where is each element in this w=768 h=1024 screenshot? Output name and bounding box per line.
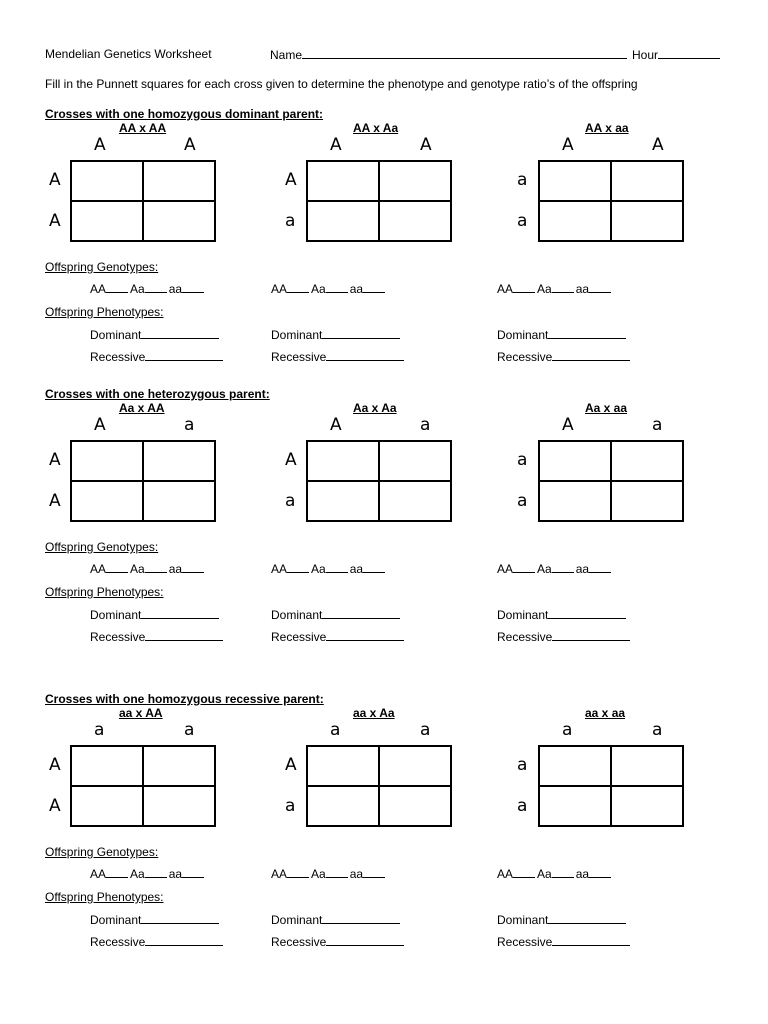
dominant-blank[interactable] <box>322 328 400 339</box>
genotype-Aa-label: Aa <box>130 867 145 881</box>
genotype-blanks <box>90 867 206 881</box>
recessive-blank[interactable] <box>552 630 630 641</box>
genotype-aa-label: aa <box>575 282 590 296</box>
punnett-cell[interactable] <box>307 201 379 241</box>
allele-side: a <box>517 491 528 511</box>
punnett-cell[interactable] <box>307 161 379 201</box>
allele-side: a <box>517 755 528 775</box>
genotype-aa-blank[interactable] <box>363 867 385 878</box>
recessive-blank[interactable] <box>552 350 630 361</box>
allele-top: A <box>94 135 106 155</box>
allele-side: a <box>285 211 296 231</box>
genotype-AA-blank[interactable] <box>513 282 535 293</box>
allele-side: A <box>49 450 61 470</box>
allele-top: a <box>562 720 573 740</box>
recessive-label: Recessive <box>90 630 146 644</box>
dominant-blank[interactable] <box>141 608 219 619</box>
punnett-square <box>538 440 684 522</box>
recessive-blank[interactable] <box>552 935 630 946</box>
punnett-cell[interactable] <box>143 786 215 826</box>
genotype-AA-label: AA <box>90 867 107 881</box>
genotype-Aa-label: Aa <box>311 562 326 576</box>
genotype-aa-label: aa <box>168 282 183 296</box>
genotype-aa-blank[interactable] <box>589 282 611 293</box>
genotype-Aa-label: Aa <box>311 867 326 881</box>
recessive-label: Recessive <box>90 350 146 364</box>
cross-label: aa x aa <box>585 706 626 720</box>
allele-top: A <box>420 135 432 155</box>
dominant-label: Dominant <box>497 328 549 342</box>
genotype-blanks <box>497 562 613 576</box>
recessive-row <box>497 350 630 364</box>
genotype-aa-label: aa <box>349 867 364 881</box>
genotype-aa-blank[interactable] <box>589 562 611 573</box>
genotype-AA-label: AA <box>271 562 288 576</box>
allele-side: A <box>49 491 61 511</box>
section-title: Crosses with one heterozygous parent: <box>45 387 270 401</box>
recessive-row <box>497 630 630 644</box>
punnett-cell[interactable] <box>307 481 379 521</box>
genotype-AA-label: AA <box>90 562 107 576</box>
punnett-cell[interactable] <box>71 201 143 241</box>
dominant-label: Dominant <box>271 328 323 342</box>
punnett-cell[interactable] <box>307 746 379 786</box>
hour-line[interactable] <box>658 47 720 59</box>
genotype-Aa-blank[interactable] <box>552 282 574 293</box>
allele-side: A <box>49 755 61 775</box>
name-label: Name <box>270 48 303 62</box>
dominant-row <box>90 328 219 342</box>
punnett-cell[interactable] <box>71 786 143 826</box>
punnett-square <box>538 160 684 242</box>
genotype-aa-blank[interactable] <box>589 867 611 878</box>
genotype-aa-blank[interactable] <box>182 282 204 293</box>
offspring-phenotypes-label: Offspring Phenotypes: <box>45 890 164 904</box>
genotype-aa-label: aa <box>349 562 364 576</box>
recessive-label: Recessive <box>271 935 327 949</box>
genotype-blanks <box>271 867 387 881</box>
punnett-cell[interactable] <box>143 161 215 201</box>
genotype-AA-blank[interactable] <box>513 867 535 878</box>
allele-top: A <box>330 415 342 435</box>
recessive-blank[interactable] <box>326 935 404 946</box>
allele-side: A <box>285 450 297 470</box>
dominant-row <box>497 608 626 622</box>
genotype-blanks <box>90 282 206 296</box>
genotype-aa-label: aa <box>349 282 364 296</box>
allele-side: a <box>517 450 528 470</box>
genotype-aa-blank[interactable] <box>182 562 204 573</box>
genotype-AA-label: AA <box>497 562 514 576</box>
punnett-square <box>306 440 452 522</box>
recessive-label: Recessive <box>497 630 553 644</box>
allele-top: A <box>652 135 664 155</box>
genotype-Aa-label: Aa <box>130 282 145 296</box>
punnett-cell[interactable] <box>379 161 451 201</box>
genotype-AA-blank[interactable] <box>106 562 128 573</box>
punnett-cell[interactable] <box>611 746 683 786</box>
cross-label: aa x Aa <box>353 706 395 720</box>
genotype-AA-label: AA <box>497 867 514 881</box>
punnett-square <box>538 745 684 827</box>
allele-side: a <box>285 491 296 511</box>
recessive-blank[interactable] <box>145 350 223 361</box>
punnett-cell[interactable] <box>539 161 611 201</box>
genotype-AA-blank[interactable] <box>513 562 535 573</box>
genotype-blanks <box>271 562 387 576</box>
punnett-cell[interactable] <box>379 201 451 241</box>
genotype-Aa-blank[interactable] <box>552 562 574 573</box>
allele-side: a <box>517 796 528 816</box>
recessive-row <box>497 935 630 949</box>
genotype-Aa-blank[interactable] <box>326 282 348 293</box>
punnett-cell[interactable] <box>379 786 451 826</box>
punnett-cell[interactable] <box>539 481 611 521</box>
genotype-blanks <box>497 282 613 296</box>
dominant-blank[interactable] <box>322 913 400 924</box>
punnett-cell[interactable] <box>611 161 683 201</box>
genotype-AA-blank[interactable] <box>287 867 309 878</box>
allele-top: A <box>562 415 574 435</box>
dominant-label: Dominant <box>271 913 323 927</box>
recessive-row <box>90 630 223 644</box>
punnett-cell[interactable] <box>143 441 215 481</box>
dominant-blank[interactable] <box>141 913 219 924</box>
allele-side: A <box>285 170 297 190</box>
recessive-label: Recessive <box>271 350 327 364</box>
allele-top: A <box>184 135 196 155</box>
genotype-Aa-label: Aa <box>537 562 552 576</box>
dominant-row <box>271 328 400 342</box>
name-line[interactable] <box>302 47 627 59</box>
allele-top: a <box>184 415 195 435</box>
recessive-blank[interactable] <box>145 935 223 946</box>
recessive-row <box>90 350 223 364</box>
genotype-AA-label: AA <box>497 282 514 296</box>
punnett-cell[interactable] <box>379 481 451 521</box>
punnett-cell[interactable] <box>539 746 611 786</box>
punnett-cell[interactable] <box>611 201 683 241</box>
dominant-blank[interactable] <box>548 913 626 924</box>
allele-side: a <box>517 211 528 231</box>
section-title: Crosses with one homozygous recessive parent: <box>45 692 324 706</box>
genotype-Aa-label: Aa <box>537 282 552 296</box>
dominant-label: Dominant <box>271 608 323 622</box>
recessive-label: Recessive <box>271 630 327 644</box>
genotype-AA-blank[interactable] <box>106 867 128 878</box>
dominant-row <box>497 913 626 927</box>
dominant-label: Dominant <box>497 608 549 622</box>
allele-top: a <box>420 720 431 740</box>
dominant-row <box>90 913 219 927</box>
offspring-genotypes-label: Offspring Genotypes: <box>45 845 159 859</box>
allele-side: A <box>49 796 61 816</box>
recessive-row <box>90 935 223 949</box>
allele-side: a <box>517 170 528 190</box>
punnett-cell[interactable] <box>539 786 611 826</box>
offspring-genotypes-label: Offspring Genotypes: <box>45 260 159 274</box>
punnett-square <box>70 160 216 242</box>
recessive-row <box>271 630 404 644</box>
punnett-cell[interactable] <box>71 481 143 521</box>
recessive-label: Recessive <box>497 350 553 364</box>
genotype-AA-blank[interactable] <box>287 282 309 293</box>
recessive-row <box>271 935 404 949</box>
genotype-AA-blank[interactable] <box>287 562 309 573</box>
dominant-row <box>497 328 626 342</box>
genotype-Aa-blank[interactable] <box>145 867 167 878</box>
worksheet-title: Mendelian Genetics Worksheet <box>45 47 212 61</box>
punnett-cell[interactable] <box>379 441 451 481</box>
punnett-cell[interactable] <box>611 481 683 521</box>
allele-top: A <box>562 135 574 155</box>
punnett-cell[interactable] <box>379 746 451 786</box>
cross-label: Aa x Aa <box>353 401 397 415</box>
genotype-Aa-blank[interactable] <box>326 867 348 878</box>
genotype-blanks <box>271 282 387 296</box>
offspring-genotypes-label: Offspring Genotypes: <box>45 540 159 554</box>
punnett-square <box>306 745 452 827</box>
offspring-phenotypes-label: Offspring Phenotypes: <box>45 305 164 319</box>
allele-top: a <box>652 720 663 740</box>
punnett-cell[interactable] <box>611 786 683 826</box>
dominant-blank[interactable] <box>548 608 626 619</box>
recessive-label: Recessive <box>90 935 146 949</box>
punnett-cell[interactable] <box>71 746 143 786</box>
allele-top: a <box>652 415 663 435</box>
dominant-label: Dominant <box>90 913 142 927</box>
genotype-aa-blank[interactable] <box>182 867 204 878</box>
cross-label: Aa x aa <box>585 401 628 415</box>
genotype-Aa-blank[interactable] <box>145 562 167 573</box>
punnett-cell[interactable] <box>307 786 379 826</box>
dominant-row <box>90 608 219 622</box>
allele-top: a <box>184 720 195 740</box>
allele-top: a <box>420 415 431 435</box>
dominant-blank[interactable] <box>141 328 219 339</box>
dominant-row <box>271 913 400 927</box>
allele-side: A <box>285 755 297 775</box>
dominant-label: Dominant <box>90 608 142 622</box>
allele-top: A <box>94 415 106 435</box>
cross-label: Aa x AA <box>119 401 165 415</box>
genotype-Aa-label: Aa <box>537 867 552 881</box>
dominant-label: Dominant <box>90 328 142 342</box>
recessive-blank[interactable] <box>326 630 404 641</box>
recessive-blank[interactable] <box>326 350 404 361</box>
punnett-cell[interactable] <box>143 481 215 521</box>
genotype-blanks <box>497 867 613 881</box>
punnett-cell[interactable] <box>143 201 215 241</box>
offspring-phenotypes-label: Offspring Phenotypes: <box>45 585 164 599</box>
genotype-Aa-blank[interactable] <box>145 282 167 293</box>
recessive-row <box>271 350 404 364</box>
cross-label: AA x AA <box>119 121 167 135</box>
allele-top: A <box>330 135 342 155</box>
allele-top: a <box>330 720 341 740</box>
cross-label: aa x AA <box>119 706 163 720</box>
genotype-AA-label: AA <box>271 282 288 296</box>
punnett-cell[interactable] <box>307 441 379 481</box>
genotype-aa-label: aa <box>575 562 590 576</box>
allele-side: A <box>49 170 61 190</box>
punnett-square <box>306 160 452 242</box>
allele-side: A <box>49 211 61 231</box>
punnett-square <box>70 440 216 522</box>
dominant-row <box>271 608 400 622</box>
name-field[interactable] <box>270 47 627 62</box>
genotype-Aa-label: Aa <box>311 282 326 296</box>
instructions: Fill in the Punnett squares for each cross given to determine the phenotype and genotype ratio’s of the offspring <box>45 77 638 91</box>
genotype-Aa-label: Aa <box>130 562 145 576</box>
genotype-blanks <box>90 562 206 576</box>
punnett-cell[interactable] <box>539 201 611 241</box>
genotype-aa-label: aa <box>168 562 183 576</box>
allele-top: a <box>94 720 105 740</box>
punnett-cell[interactable] <box>143 746 215 786</box>
genotype-aa-blank[interactable] <box>363 282 385 293</box>
punnett-cell[interactable] <box>539 441 611 481</box>
hour-label: Hour <box>632 48 659 62</box>
dominant-label: Dominant <box>497 913 549 927</box>
genotype-aa-label: aa <box>168 867 183 881</box>
dominant-blank[interactable] <box>548 328 626 339</box>
punnett-cell[interactable] <box>611 441 683 481</box>
section-title: Crosses with one homozygous dominant parent: <box>45 107 324 121</box>
cross-label: AA x Aa <box>353 121 399 135</box>
genotype-AA-label: AA <box>90 282 107 296</box>
genotype-AA-blank[interactable] <box>106 282 128 293</box>
genotype-Aa-blank[interactable] <box>552 867 574 878</box>
genotype-aa-label: aa <box>575 867 590 881</box>
punnett-cell[interactable] <box>71 441 143 481</box>
allele-side: a <box>285 796 296 816</box>
dominant-blank[interactable] <box>322 608 400 619</box>
punnett-cell[interactable] <box>71 161 143 201</box>
recessive-label: Recessive <box>497 935 553 949</box>
hour-field[interactable] <box>632 47 720 62</box>
genotype-AA-label: AA <box>271 867 288 881</box>
genotype-Aa-blank[interactable] <box>326 562 348 573</box>
genotype-aa-blank[interactable] <box>363 562 385 573</box>
punnett-square <box>70 745 216 827</box>
cross-label: AA x aa <box>585 121 629 135</box>
recessive-blank[interactable] <box>145 630 223 641</box>
